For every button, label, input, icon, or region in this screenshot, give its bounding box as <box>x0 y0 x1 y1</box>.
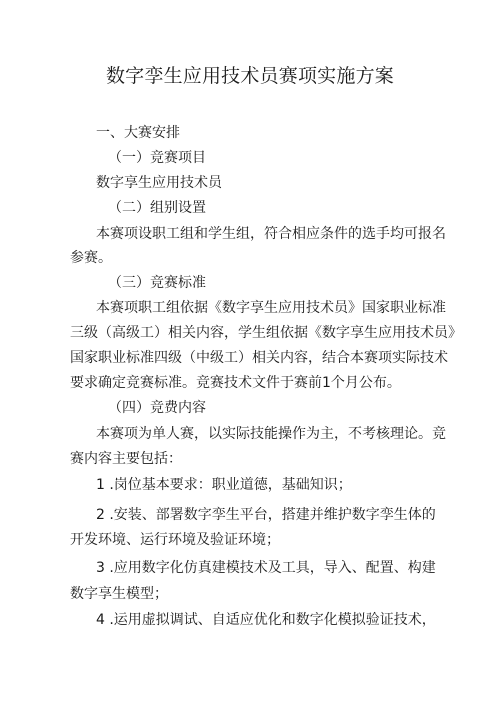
list-item-3-line1: 3 .应用数字化仿真建模技术及工具，导入、配置、构建 <box>96 560 436 576</box>
sub1-text: 数字享生应用技术员 <box>96 175 222 191</box>
list-item-2-line2: 开发环境、运行环境及验证环境； <box>70 532 280 548</box>
sub4-text-line1: 本赛项为单人赛，以实际技能操作为主，不考核理论。竞 <box>96 426 446 442</box>
sub3-text-line2: 三级（高级工）相关内容，学生组依据《数字享生应用技术员》 <box>70 325 462 341</box>
section1-heading: 一、大赛安排 <box>96 125 180 141</box>
list-item-3-line2: 数字享生模型； <box>70 586 168 602</box>
sub1-heading: （一）竞赛项目 <box>108 150 206 166</box>
sub2-text-line2: 参赛。 <box>70 250 112 266</box>
sub4-heading: （四）竞费内容 <box>108 400 206 416</box>
sub2-heading: （二）组别设置 <box>108 200 206 216</box>
list-item-4-line1: 4 .运用虚拟调试、自适应优化和数字化模拟验证技术， <box>96 612 436 628</box>
sub3-text-line4: 要求确定竞赛标准。竞赛技术文件于赛前1个月公布。 <box>70 375 401 391</box>
sub3-text-line3: 国家职业标准四级（中级工）相关内容，结合本赛项实际技术 <box>70 350 448 366</box>
sub3-heading: （三）竞赛标准 <box>108 275 206 291</box>
list-item-2-line1: 2 .安装、部署数字孪生平台，搭建并维护数字孪生体的 <box>96 507 436 523</box>
sub3-text-line1: 本赛项职工组依据《数字享生应用技术员》国家职业标准 <box>96 300 446 316</box>
list-item-1: 1 .岗位基本要求：职业道德，基础知识； <box>96 477 352 493</box>
sub4-text-line2: 赛内容主要包括： <box>70 451 182 467</box>
document-title: 数字孪生应用技术员赛项实施方案 <box>105 65 394 87</box>
sub2-text-line1: 本赛项设职工组和学生组，符合相应条件的选手均可报名 <box>96 226 446 242</box>
